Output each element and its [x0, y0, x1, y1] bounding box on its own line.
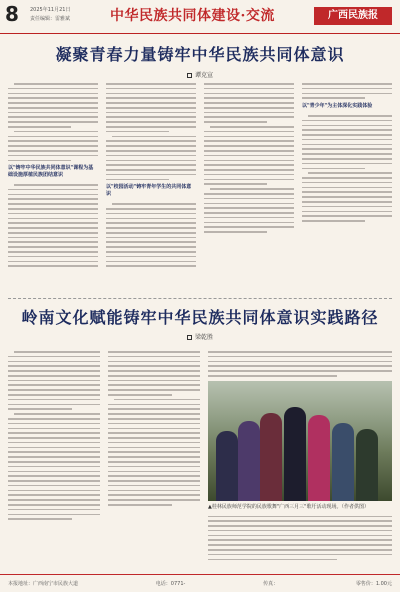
footer-fax: 传真：: [263, 581, 279, 587]
newspaper-logo: 广西民族报: [314, 7, 392, 25]
byline-box-icon: [187, 335, 192, 340]
article1-subhead-2: 以"校园活动"铸牢青年学生的共同体意识: [106, 184, 192, 198]
article1-col-3: [204, 82, 294, 292]
section-title: 中华民族共同体建设·交流: [110, 8, 275, 24]
article2-body: [8, 350, 392, 568]
article2-col-1: [8, 350, 100, 568]
article1-headline: 凝聚青春力量铸牢中华民族共同体意识: [55, 45, 345, 64]
article2-byline: [0, 332, 400, 341]
article2-author: 梁乾胜: [194, 334, 213, 341]
footer-phone: 电话：0771-: [155, 581, 186, 587]
page-footer: [0, 574, 400, 592]
article2-col-2: [108, 350, 200, 568]
editor-line: 责任编辑：雷雅斌: [30, 16, 71, 22]
article1-col-1: [8, 82, 98, 292]
article1-author: 谭克宣: [194, 72, 213, 79]
page-number: 8: [5, 2, 19, 26]
article-photo: [208, 381, 392, 501]
article1-body: [8, 82, 392, 292]
footer-price: 零售价：1.00元: [355, 581, 392, 587]
page-header: [0, 0, 400, 34]
article1-subhead-1: 以"铸牢中华民族共同体意识"课程为基础设施厚植民族团结意识: [8, 165, 94, 179]
photo-caption: ▲桂林民族师范学院的民族歌舞"广西三月三"歌圩活动现场。（作者供图）: [208, 503, 369, 510]
article2-photo-column: [208, 350, 392, 568]
article1-col-4: [302, 82, 392, 292]
article-divider: [8, 298, 392, 299]
article1-subhead-3: 以"青少年"为主体深化实践体验: [302, 102, 373, 109]
article1-col-2: [106, 82, 196, 292]
byline-box-icon: [187, 73, 192, 78]
article1-byline: [0, 70, 400, 79]
date-line: 2025年11月21日: [30, 7, 71, 13]
article2-headline: 岭南文化赋能铸牢中华民族共同体意识实践路径: [21, 308, 379, 327]
footer-address: 本报地址：广西南宁市民族大道: [8, 581, 79, 587]
